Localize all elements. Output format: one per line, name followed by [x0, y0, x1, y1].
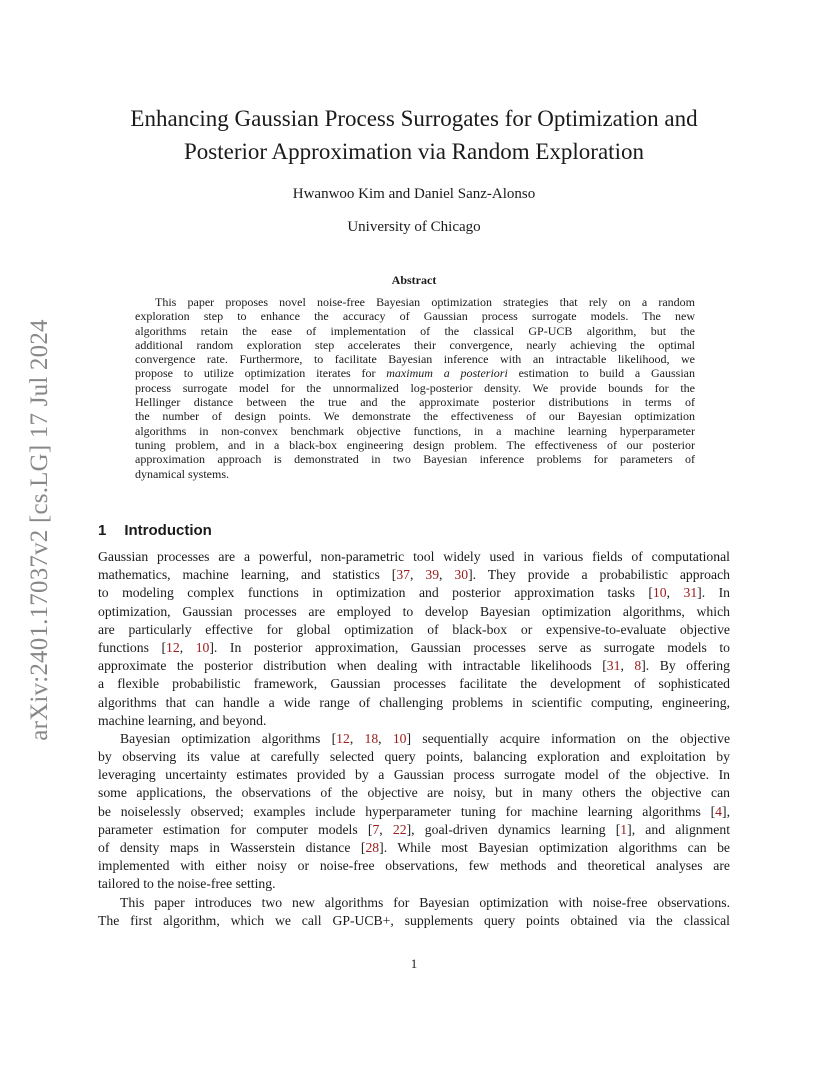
- abstract-emphasis: maximum a posteriori: [386, 366, 508, 381]
- body-line: mathematics, machine learning, and statistics [37, 39, 30]. They provide a probabilistic approach: [98, 567, 730, 583]
- body-line: Gaussian processes are a powerful, non-parametric tool widely used in various fields of computational: [98, 549, 730, 564]
- citation-link[interactable]: 31: [683, 585, 698, 601]
- abstract-heading: Abstract: [391, 273, 437, 287]
- citation-link[interactable]: 7: [372, 821, 380, 837]
- text: approximate the posterior distribution when dealing with intractable likelihoods [: [98, 658, 607, 674]
- affiliation: University of Chicago: [347, 219, 481, 235]
- citation-link[interactable]: 18: [364, 730, 379, 746]
- text: ]. In: [697, 585, 731, 601]
- citation-link[interactable]: 10: [195, 639, 210, 655]
- text: to modeling complex functions in optimization and posterior approximation tasks [: [98, 585, 653, 601]
- body-line: Bayesian optimization algorithms [12, 18, 10] sequentially acquire information on the objective: [120, 730, 731, 746]
- arxiv-identifier-stamp: arXiv:2401.17037v2 [cs.LG] 17 Jul 2024: [26, 319, 53, 741]
- body-line: The first algorithm, which we call GP-UCB+, supplements query points obtained via the classical: [98, 912, 730, 928]
- citation-link[interactable]: 1: [620, 821, 628, 837]
- abstract-line: Hellinger distance between the true and the approximate posterior distributions in terms of: [135, 395, 695, 410]
- body-line: approximate the posterior distribution when dealing with intractable likelihoods [31, 8]. By offering: [98, 658, 730, 674]
- body-line: to modeling complex functions in optimization and posterior approximation tasks [10, 31]. In: [98, 585, 731, 601]
- citation-link[interactable]: 8: [634, 658, 642, 674]
- abstract-line: algorithms in non-convex benchmark objective functions, in a machine learning hyperparameter: [135, 423, 695, 438]
- text: ] sequentially acquire information on the objective: [406, 730, 731, 746]
- abstract-line: dynamical systems.: [135, 466, 229, 481]
- text: ]. In posterior approximation, Gaussian processes serve as surrogate models to: [209, 639, 731, 655]
- text: Bayesian optimization algorithms [: [120, 730, 337, 746]
- abstract-line: the number of design points. We demonstrate the effectiveness of our Bayesian optimization: [135, 409, 695, 424]
- body-line: by observing its value at carefully selected query points, balancing exploration and exploitation by: [98, 749, 730, 765]
- citation-link[interactable]: 10: [392, 730, 407, 746]
- body-line: [98, 803, 730, 821]
- body-line: algorithms that can handle a wide range of challenging problems in scientific computing, engineering,: [98, 694, 730, 710]
- citation-link[interactable]: 39: [425, 567, 440, 583]
- section-heading: [98, 522, 212, 539]
- body-line: This paper introduces two new algorithms for Bayesian optimization with noise-free observations.: [120, 894, 730, 910]
- text: ]. By offering: [641, 658, 730, 674]
- body-line: [98, 839, 730, 857]
- text: be noiselessly observed; examples include hyperparameter tuning for machine learning algorithms [: [98, 803, 716, 819]
- text: mathematics, machine learning, and statistics [: [98, 567, 397, 583]
- body-line: a flexible probabilistic framework, Gaussian processes facilitate the development of sophisticated: [98, 676, 730, 692]
- abstract-line: exploration step to enhance the accuracy of Gaussian process surrogate models. The new: [135, 309, 695, 324]
- abstract-line: This paper proposes novel noise-free Bayesian optimization strategies that rely on a random: [155, 295, 695, 309]
- abstract-line: algorithms retain the ease of implementation of the classical GP-UCB algorithm, but the: [135, 323, 695, 338]
- body-line: machine learning, and beyond.: [98, 712, 267, 728]
- text: ], and alignment: [627, 821, 731, 837]
- text: ]. While most Bayesian optimization algorithms can be: [379, 840, 730, 855]
- abstract-line: convergence rate. Furthermore, to facilitate Bayesian inference with an intractable likelihood, we: [135, 352, 695, 367]
- citation-link[interactable]: 28: [365, 840, 380, 855]
- abstract-line: [135, 366, 695, 380]
- title-line-2: Posterior Approximation via Random Exploration: [184, 139, 644, 164]
- introduction-body: [98, 548, 730, 930]
- title-line-1: Enhancing Gaussian Process Surrogates for Optimization and: [130, 106, 698, 131]
- section-number: 1: [98, 522, 107, 539]
- text: parameter estimation for computer models [: [98, 821, 373, 837]
- citation-link[interactable]: 31: [606, 658, 621, 674]
- abstract-line: approximation approach is demonstrated in two Bayesian inference problems for parameters of: [135, 452, 695, 467]
- abstract-line: process surrogate model for the unnormalized log-posterior density. We provide bounds for the: [135, 380, 695, 395]
- body-line: optimization, Gaussian processes are employed to develop Bayesian optimization algorithms, which: [98, 603, 730, 619]
- abstract-body: [135, 295, 695, 481]
- abstract-line: additional random exploration step accelerates their convergence, nearly achieving the optimal: [135, 337, 695, 352]
- citation-link[interactable]: 12: [336, 730, 350, 746]
- body-line: are particularly effective for global optimization of black-box or expensive-to-evaluate objective: [98, 621, 730, 637]
- text: ]. They provide a probabilistic approach: [468, 567, 730, 583]
- body-line: parameter estimation for computer models [7, 22], goal-driven dynamics learning [1], and alignment: [98, 821, 731, 837]
- page-number: 1: [410, 956, 418, 971]
- text: of density maps in Wasserstein distance [: [98, 840, 366, 855]
- body-line: tailored to the noise-free setting.: [98, 876, 276, 892]
- authors: Hwanwoo Kim and Daniel Sanz-Alonso: [292, 186, 536, 202]
- body-line: leveraging uncertainty estimates provided by a Gaussian process surrogate model of the objective. In: [98, 767, 730, 783]
- citation-link[interactable]: 12: [166, 639, 180, 655]
- citation-link[interactable]: 37: [396, 567, 410, 583]
- paper-title: [100, 102, 728, 168]
- body-line: some applications, the observations of the objective are noisy, but in many others the objective can: [98, 785, 730, 801]
- text: functions [: [98, 639, 167, 655]
- body-line: implemented with either noisy or noise-free observations, few methods and theoretical analyses are: [98, 858, 730, 874]
- abstract-text: propose to utilize optimization iterates for: [135, 366, 387, 381]
- text: ], goal-driven dynamics learning [: [406, 821, 621, 837]
- section-title: Introduction: [124, 522, 212, 539]
- citation-link[interactable]: 30: [454, 567, 469, 583]
- citation-link[interactable]: 22: [392, 821, 407, 837]
- abstract-text: estimation to build a Gaussian: [507, 366, 696, 381]
- text: ],: [722, 803, 730, 819]
- abstract-line: tuning problem, and in a black-box engineering design problem. The effectiveness of our posterior: [135, 437, 695, 452]
- citation-link[interactable]: 4: [715, 803, 723, 819]
- citation-link[interactable]: 10: [652, 585, 667, 601]
- body-line: functions [12, 10]. In posterior approximation, Gaussian processes serve as surrogate models to: [98, 639, 731, 655]
